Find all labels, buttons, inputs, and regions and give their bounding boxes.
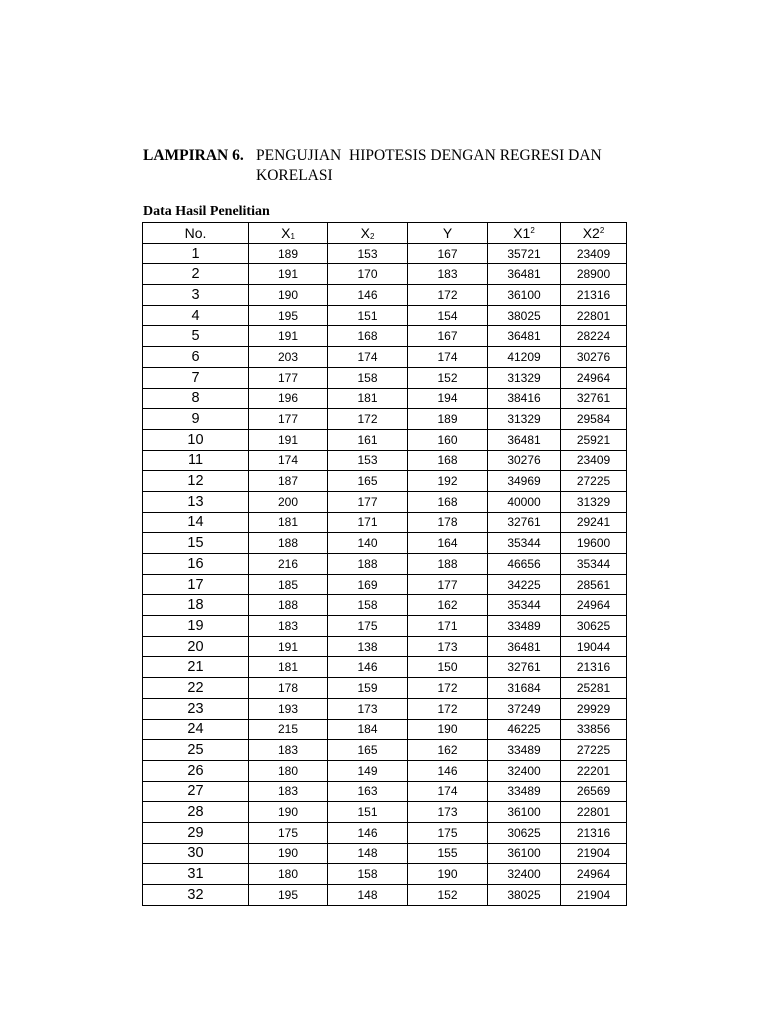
y-value: 173 [408,802,488,823]
x1-squared-value: 34969 [488,471,561,492]
x1-squared-value: 34225 [488,574,561,595]
x1-squared-value: 36481 [488,429,561,450]
y-value: 172 [408,678,488,699]
y-value: 168 [408,450,488,471]
x2-value: 146 [328,822,408,843]
x2-value: 172 [328,409,408,430]
x2-value: 148 [328,843,408,864]
y-value: 162 [408,595,488,616]
x2-squared-value: 28561 [561,574,627,595]
x2-value: 151 [328,305,408,326]
x1-value: 189 [249,243,328,264]
row-number: 5 [143,326,249,347]
x2-squared-value: 23409 [561,243,627,264]
x1-value: 174 [249,450,328,471]
x2-squared-value: 30276 [561,347,627,368]
x1-value: 193 [249,698,328,719]
row-number: 6 [143,347,249,368]
x1-value: 191 [249,264,328,285]
x2-squared-value: 33856 [561,719,627,740]
x2-value: 171 [328,512,408,533]
x1-squared-value: 41209 [488,347,561,368]
table-row [143,843,627,864]
x2-value: 175 [328,616,408,637]
y-value: 171 [408,616,488,637]
y-value: 167 [408,326,488,347]
row-number: 26 [143,760,249,781]
table-body [143,243,627,905]
table-row [143,678,627,699]
table-row [143,864,627,885]
x1-value: 190 [249,802,328,823]
x1-value: 191 [249,429,328,450]
x2-value: 181 [328,388,408,409]
x1-value: 191 [249,636,328,657]
x1-squared-value: 31329 [488,367,561,388]
x1-value: 188 [249,595,328,616]
table-row [143,512,627,533]
table-row [143,781,627,802]
row-number: 2 [143,264,249,285]
row-number: 10 [143,429,249,450]
x2-value: 165 [328,471,408,492]
table-row [143,719,627,740]
y-value: 154 [408,305,488,326]
x2-value: 140 [328,533,408,554]
x1-squared-value: 46225 [488,719,561,740]
x1-squared-value: 35721 [488,243,561,264]
x1-squared-value: 33489 [488,740,561,761]
table-row [143,347,627,368]
y-value: 188 [408,554,488,575]
x2-value: 138 [328,636,408,657]
x1-value: 177 [249,409,328,430]
table-row [143,595,627,616]
x2-squared-value: 32761 [561,388,627,409]
header-y: Y [408,223,488,244]
row-number: 30 [143,843,249,864]
x1-squared-value: 33489 [488,781,561,802]
y-value: 177 [408,574,488,595]
x1-squared-value: 36481 [488,636,561,657]
x2-squared-value: 28224 [561,326,627,347]
row-number: 12 [143,471,249,492]
y-value: 189 [408,409,488,430]
x2-value: 161 [328,429,408,450]
x1-squared-value: 38025 [488,885,561,906]
x1-squared-value: 33489 [488,616,561,637]
x1-value: 188 [249,533,328,554]
y-value: 155 [408,843,488,864]
header-x2: $X_2$ [328,223,408,244]
x1-value: 203 [249,347,328,368]
x1-squared-value: 32400 [488,864,561,885]
x1-value: 200 [249,491,328,512]
table-row [143,636,627,657]
x2-squared-value: 22801 [561,305,627,326]
table-row [143,616,627,637]
x2-value: 177 [328,491,408,512]
row-number: 9 [143,409,249,430]
x1-value: 178 [249,678,328,699]
table-row [143,264,627,285]
x1-squared-value: 30625 [488,822,561,843]
table-row [143,574,627,595]
x1-squared-value: 46656 [488,554,561,575]
table-row [143,243,627,264]
y-value: 192 [408,471,488,492]
x1-squared-value: 32761 [488,512,561,533]
y-value: 175 [408,822,488,843]
y-value: 194 [408,388,488,409]
row-number: 29 [143,822,249,843]
x2-squared-value: 27225 [561,740,627,761]
x2-value: 174 [328,347,408,368]
table-row [143,326,627,347]
x1-squared-value: 31329 [488,409,561,430]
x2-squared-value: 21316 [561,657,627,678]
x2-value: 169 [328,574,408,595]
table-row [143,388,627,409]
header-x1: $X_1$ [249,223,328,244]
x1-value: 180 [249,760,328,781]
row-number: 7 [143,367,249,388]
x1-value: 187 [249,471,328,492]
row-number: 16 [143,554,249,575]
y-value: 146 [408,760,488,781]
x2-squared-value: 23409 [561,450,627,471]
y-value: 152 [408,367,488,388]
table-row [143,802,627,823]
x1-value: 216 [249,554,328,575]
x2-squared-value: 29584 [561,409,627,430]
appendix-label: LAMPIRAN 6. [143,147,244,164]
x2-value: 151 [328,802,408,823]
row-number: 31 [143,864,249,885]
table-header-row [143,223,627,244]
x1-value: 181 [249,512,328,533]
row-number: 15 [143,533,249,554]
x2-squared-value: 24964 [561,595,627,616]
row-number: 1 [143,243,249,264]
y-value: 174 [408,347,488,368]
x2-squared-value: 28900 [561,264,627,285]
x2-squared-value: 21904 [561,885,627,906]
row-number: 11 [143,450,249,471]
table-row [143,698,627,719]
row-number: 25 [143,740,249,761]
x2-squared-value: 29929 [561,698,627,719]
x2-squared-value: 24964 [561,864,627,885]
x2-squared-value: 31329 [561,491,627,512]
x1-squared-value: 36100 [488,802,561,823]
x2-value: 158 [328,864,408,885]
row-number: 23 [143,698,249,719]
y-value: 167 [408,243,488,264]
table-row [143,471,627,492]
y-value: 183 [408,264,488,285]
x2-value: 153 [328,243,408,264]
table-row [143,533,627,554]
table-row [143,450,627,471]
x1-squared-value: 36100 [488,843,561,864]
x2-value: 184 [328,719,408,740]
x1-squared-value: 37249 [488,698,561,719]
row-number: 19 [143,616,249,637]
x1-value: 183 [249,616,328,637]
y-value: 162 [408,740,488,761]
x1-squared-value: 38416 [488,388,561,409]
header-x2-squared: $X2^2$ [561,223,627,244]
research-data-table [142,222,627,906]
x2-value: 165 [328,740,408,761]
x1-value: 183 [249,781,328,802]
x2-value: 163 [328,781,408,802]
appendix-title: PENGUJIAN HIPOTESIS DENGAN REGRESI DAN KORELASI [256,147,606,184]
x1-squared-value: 35344 [488,595,561,616]
row-number: 3 [143,285,249,306]
x2-squared-value: 21904 [561,843,627,864]
table-row [143,885,627,906]
row-number: 22 [143,678,249,699]
x2-squared-value: 21316 [561,822,627,843]
y-value: 172 [408,285,488,306]
x2-squared-value: 21316 [561,285,627,306]
x1-squared-value: 31684 [488,678,561,699]
y-value: 190 [408,719,488,740]
row-number: 21 [143,657,249,678]
x1-value: 181 [249,657,328,678]
y-value: 190 [408,864,488,885]
x2-value: 170 [328,264,408,285]
x1-squared-value: 32400 [488,760,561,781]
x2-value: 158 [328,367,408,388]
table-row [143,367,627,388]
row-number: 27 [143,781,249,802]
row-number: 13 [143,491,249,512]
x2-squared-value: 27225 [561,471,627,492]
x2-value: 159 [328,678,408,699]
table-caption: Data Hasil Penelitian [143,204,270,219]
y-value: 150 [408,657,488,678]
x2-squared-value: 30625 [561,616,627,637]
x2-value: 153 [328,450,408,471]
x2-value: 188 [328,554,408,575]
x2-squared-value: 24964 [561,367,627,388]
x1-value: 196 [249,388,328,409]
header-no: No. [143,223,249,244]
table-row [143,822,627,843]
x2-squared-value: 22801 [561,802,627,823]
x1-value: 195 [249,885,328,906]
row-number: 28 [143,802,249,823]
x1-value: 190 [249,285,328,306]
table-row [143,285,627,306]
x2-value: 149 [328,760,408,781]
x1-squared-value: 36481 [488,326,561,347]
x2-squared-value: 19044 [561,636,627,657]
row-number: 14 [143,512,249,533]
x2-value: 148 [328,885,408,906]
x1-squared-value: 35344 [488,533,561,554]
x1-value: 195 [249,305,328,326]
x2-value: 158 [328,595,408,616]
row-number: 20 [143,636,249,657]
table-row [143,657,627,678]
x2-value: 173 [328,698,408,719]
x2-value: 146 [328,285,408,306]
x1-value: 191 [249,326,328,347]
table-row [143,305,627,326]
x1-value: 215 [249,719,328,740]
y-value: 173 [408,636,488,657]
table-row [143,740,627,761]
table-row [143,491,627,512]
x1-squared-value: 40000 [488,491,561,512]
table-row [143,409,627,430]
row-number: 17 [143,574,249,595]
x1-value: 180 [249,864,328,885]
table-row [143,554,627,575]
header-x1-squared: $X1^2$ [488,223,561,244]
y-value: 178 [408,512,488,533]
x2-squared-value: 25281 [561,678,627,699]
x2-squared-value: 26569 [561,781,627,802]
row-number: 18 [143,595,249,616]
y-value: 164 [408,533,488,554]
row-number: 4 [143,305,249,326]
y-value: 172 [408,698,488,719]
x1-squared-value: 30276 [488,450,561,471]
row-number: 8 [143,388,249,409]
table-row [143,429,627,450]
y-value: 168 [408,491,488,512]
row-number: 32 [143,885,249,906]
y-value: 174 [408,781,488,802]
x1-value: 175 [249,822,328,843]
x2-squared-value: 19600 [561,533,627,554]
table-row [143,760,627,781]
x2-squared-value: 22201 [561,760,627,781]
x2-value: 146 [328,657,408,678]
x2-value: 168 [328,326,408,347]
x1-value: 183 [249,740,328,761]
x1-squared-value: 36100 [488,285,561,306]
x1-value: 177 [249,367,328,388]
row-number: 24 [143,719,249,740]
x1-value: 190 [249,843,328,864]
x2-squared-value: 29241 [561,512,627,533]
x2-squared-value: 35344 [561,554,627,575]
y-value: 152 [408,885,488,906]
x1-value: 185 [249,574,328,595]
x1-squared-value: 32761 [488,657,561,678]
x1-squared-value: 36481 [488,264,561,285]
y-value: 160 [408,429,488,450]
x2-squared-value: 25921 [561,429,627,450]
x1-squared-value: 38025 [488,305,561,326]
